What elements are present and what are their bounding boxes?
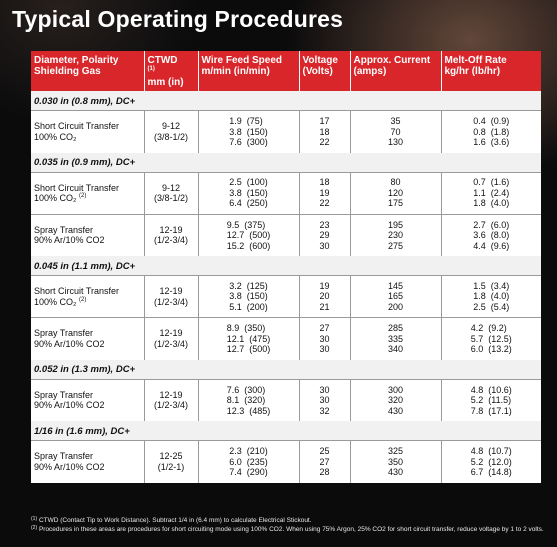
table-row [31, 111, 541, 153]
ctwd-cell: 9-12 (3/8-1/2) [144, 111, 198, 153]
melt-off-rate-cell: 4.8 (10.6) 5.2 (11.5) 7.8 (17.1) [441, 379, 541, 421]
process-cell: Short Circuit Transfer 100% CO₂ $^{(2)}$ [31, 276, 144, 318]
wire-feed-speed-cell: 2.5 (100) 3.8 (150) 6.4 (250) [198, 172, 299, 214]
table-row [31, 441, 541, 483]
header-ctwd: CTWD $^{(1)}$ mm (in) [144, 51, 198, 91]
wire-feed-speed-cell: 3.2 (125) 3.8 (150) 5.1 (200) [198, 276, 299, 318]
current-cell: 285 335 340 [350, 318, 441, 360]
process-cell: Short Circuit Transfer 100% CO₂ [31, 111, 144, 153]
wire-feed-speed-cell: 9.5 (375) 12.7 (500) 15.2 (600) [198, 214, 299, 256]
melt-off-rate-cell: 4.8 (10.7) 5.2 (12.0) 6.7 (14.8) [441, 441, 541, 483]
footnote-1: $^{(1)}$ CTWD (Contact Tip to Work Distance). Subtract 1/4 in (6.4 mm) to calculate Electrical Stickout. [31, 516, 312, 524]
voltage-cell: 27 30 30 [299, 318, 350, 360]
section-heading-row [31, 421, 541, 441]
ctwd-cell: 12-19 (1/2-3/4) [144, 276, 198, 318]
table-row [31, 276, 541, 318]
process-cell: Spray Transfer 90% Ar/10% CO2 [31, 379, 144, 421]
header-wire-feed-speed: Wire Feed Speed m/min (in/min) [198, 51, 299, 91]
wire-feed-speed-cell: 8.9 (350) 12.1 (475) 12.7 (500) [198, 318, 299, 360]
melt-off-rate-cell: 0.7 (1.6) 1.1 (2.4) 1.8 (4.0) [441, 172, 541, 214]
current-cell: 325 350 430 [350, 441, 441, 483]
melt-off-rate-cell: 1.5 (3.4) 1.8 (4.0) 2.5 (5.4) [441, 276, 541, 318]
process-cell: Short Circuit Transfer 100% CO₂ $^{(2)}$ [31, 172, 144, 214]
table-row [31, 214, 541, 256]
wire-feed-speed-cell: 1.9 (75) 3.8 (150) 7.6 (300) [198, 111, 299, 153]
voltage-cell: 30 30 32 [299, 379, 350, 421]
operating-procedures-table [31, 51, 541, 483]
table-row [31, 379, 541, 421]
wire-feed-speed-cell: 7.6 (300) 8.1 (320) 12.3 (485) [198, 379, 299, 421]
section-heading: 1/16 in (1.6 mm), DC+ [31, 421, 541, 441]
current-cell: 80 120 175 [350, 172, 441, 214]
header-current: Approx. Current (amps) [350, 51, 441, 91]
ctwd-cell: 12-19 (1/2-3/4) [144, 318, 198, 360]
current-cell: 195 230 275 [350, 214, 441, 256]
melt-off-rate-cell: 2.7 (6.0) 3.6 (8.0) 4.4 (9.6) [441, 214, 541, 256]
ctwd-cell: 9-12 (3/8-1/2) [144, 172, 198, 214]
header-diameter: Diameter, Polarity Shielding Gas [31, 51, 144, 91]
header-melt-off-rate: Melt-Off Rate kg/hr (lb/hr) [441, 51, 541, 91]
page-title: Typical Operating Procedures [12, 6, 344, 32]
voltage-cell: 18 19 22 [299, 172, 350, 214]
current-cell: 300 320 430 [350, 379, 441, 421]
section-heading-row [31, 153, 541, 173]
process-cell: Spray Transfer 90% Ar/10% CO2 [31, 318, 144, 360]
ctwd-cell: 12-19 (1/2-3/4) [144, 379, 198, 421]
header-row [31, 51, 541, 91]
header-voltage: Voltage (Volts) [299, 51, 350, 91]
section-heading: 0.045 in (1.1 mm), DC+ [31, 256, 541, 276]
voltage-cell: 17 18 22 [299, 111, 350, 153]
process-cell: Spray Transfer 90% Ar/10% CO2 [31, 441, 144, 483]
wire-feed-speed-cell: 2.3 (210) 6.0 (235) 7.4 (290) [198, 441, 299, 483]
melt-off-rate-cell: 0.4 (0.9) 0.8 (1.8) 1.6 (3.6) [441, 111, 541, 153]
section-heading: 0.035 in (0.9 mm), DC+ [31, 153, 541, 173]
section-heading: 0.052 in (1.3 mm), DC+ [31, 360, 541, 380]
table-row [31, 318, 541, 360]
current-cell: 35 70 130 [350, 111, 441, 153]
voltage-cell: 19 20 21 [299, 276, 350, 318]
voltage-cell: 23 29 30 [299, 214, 350, 256]
process-cell: Spray Transfer 90% Ar/10% CO2 [31, 214, 144, 256]
footnote-2: $^{(2)}$ Procedures in these areas are procedures for short circuiting mode using 100% CO2. When using 75% Argon, 25% CO2 for short circuit transfer, reduce voltage by 1 to 2 volts. [31, 525, 544, 533]
ctwd-cell: 12-19 (1/2-3/4) [144, 214, 198, 256]
section-heading-row [31, 91, 541, 111]
section-heading-row [31, 360, 541, 380]
melt-off-rate-cell: 4.2 (9.2) 5.7 (12.5) 6.0 (13.2) [441, 318, 541, 360]
section-heading: 0.030 in (0.8 mm), DC+ [31, 91, 541, 111]
voltage-cell: 25 27 28 [299, 441, 350, 483]
section-heading-row [31, 256, 541, 276]
footnotes [31, 516, 551, 534]
table-row [31, 172, 541, 214]
current-cell: 145 165 200 [350, 276, 441, 318]
ctwd-cell: 12-25 (1/2-1) [144, 441, 198, 483]
